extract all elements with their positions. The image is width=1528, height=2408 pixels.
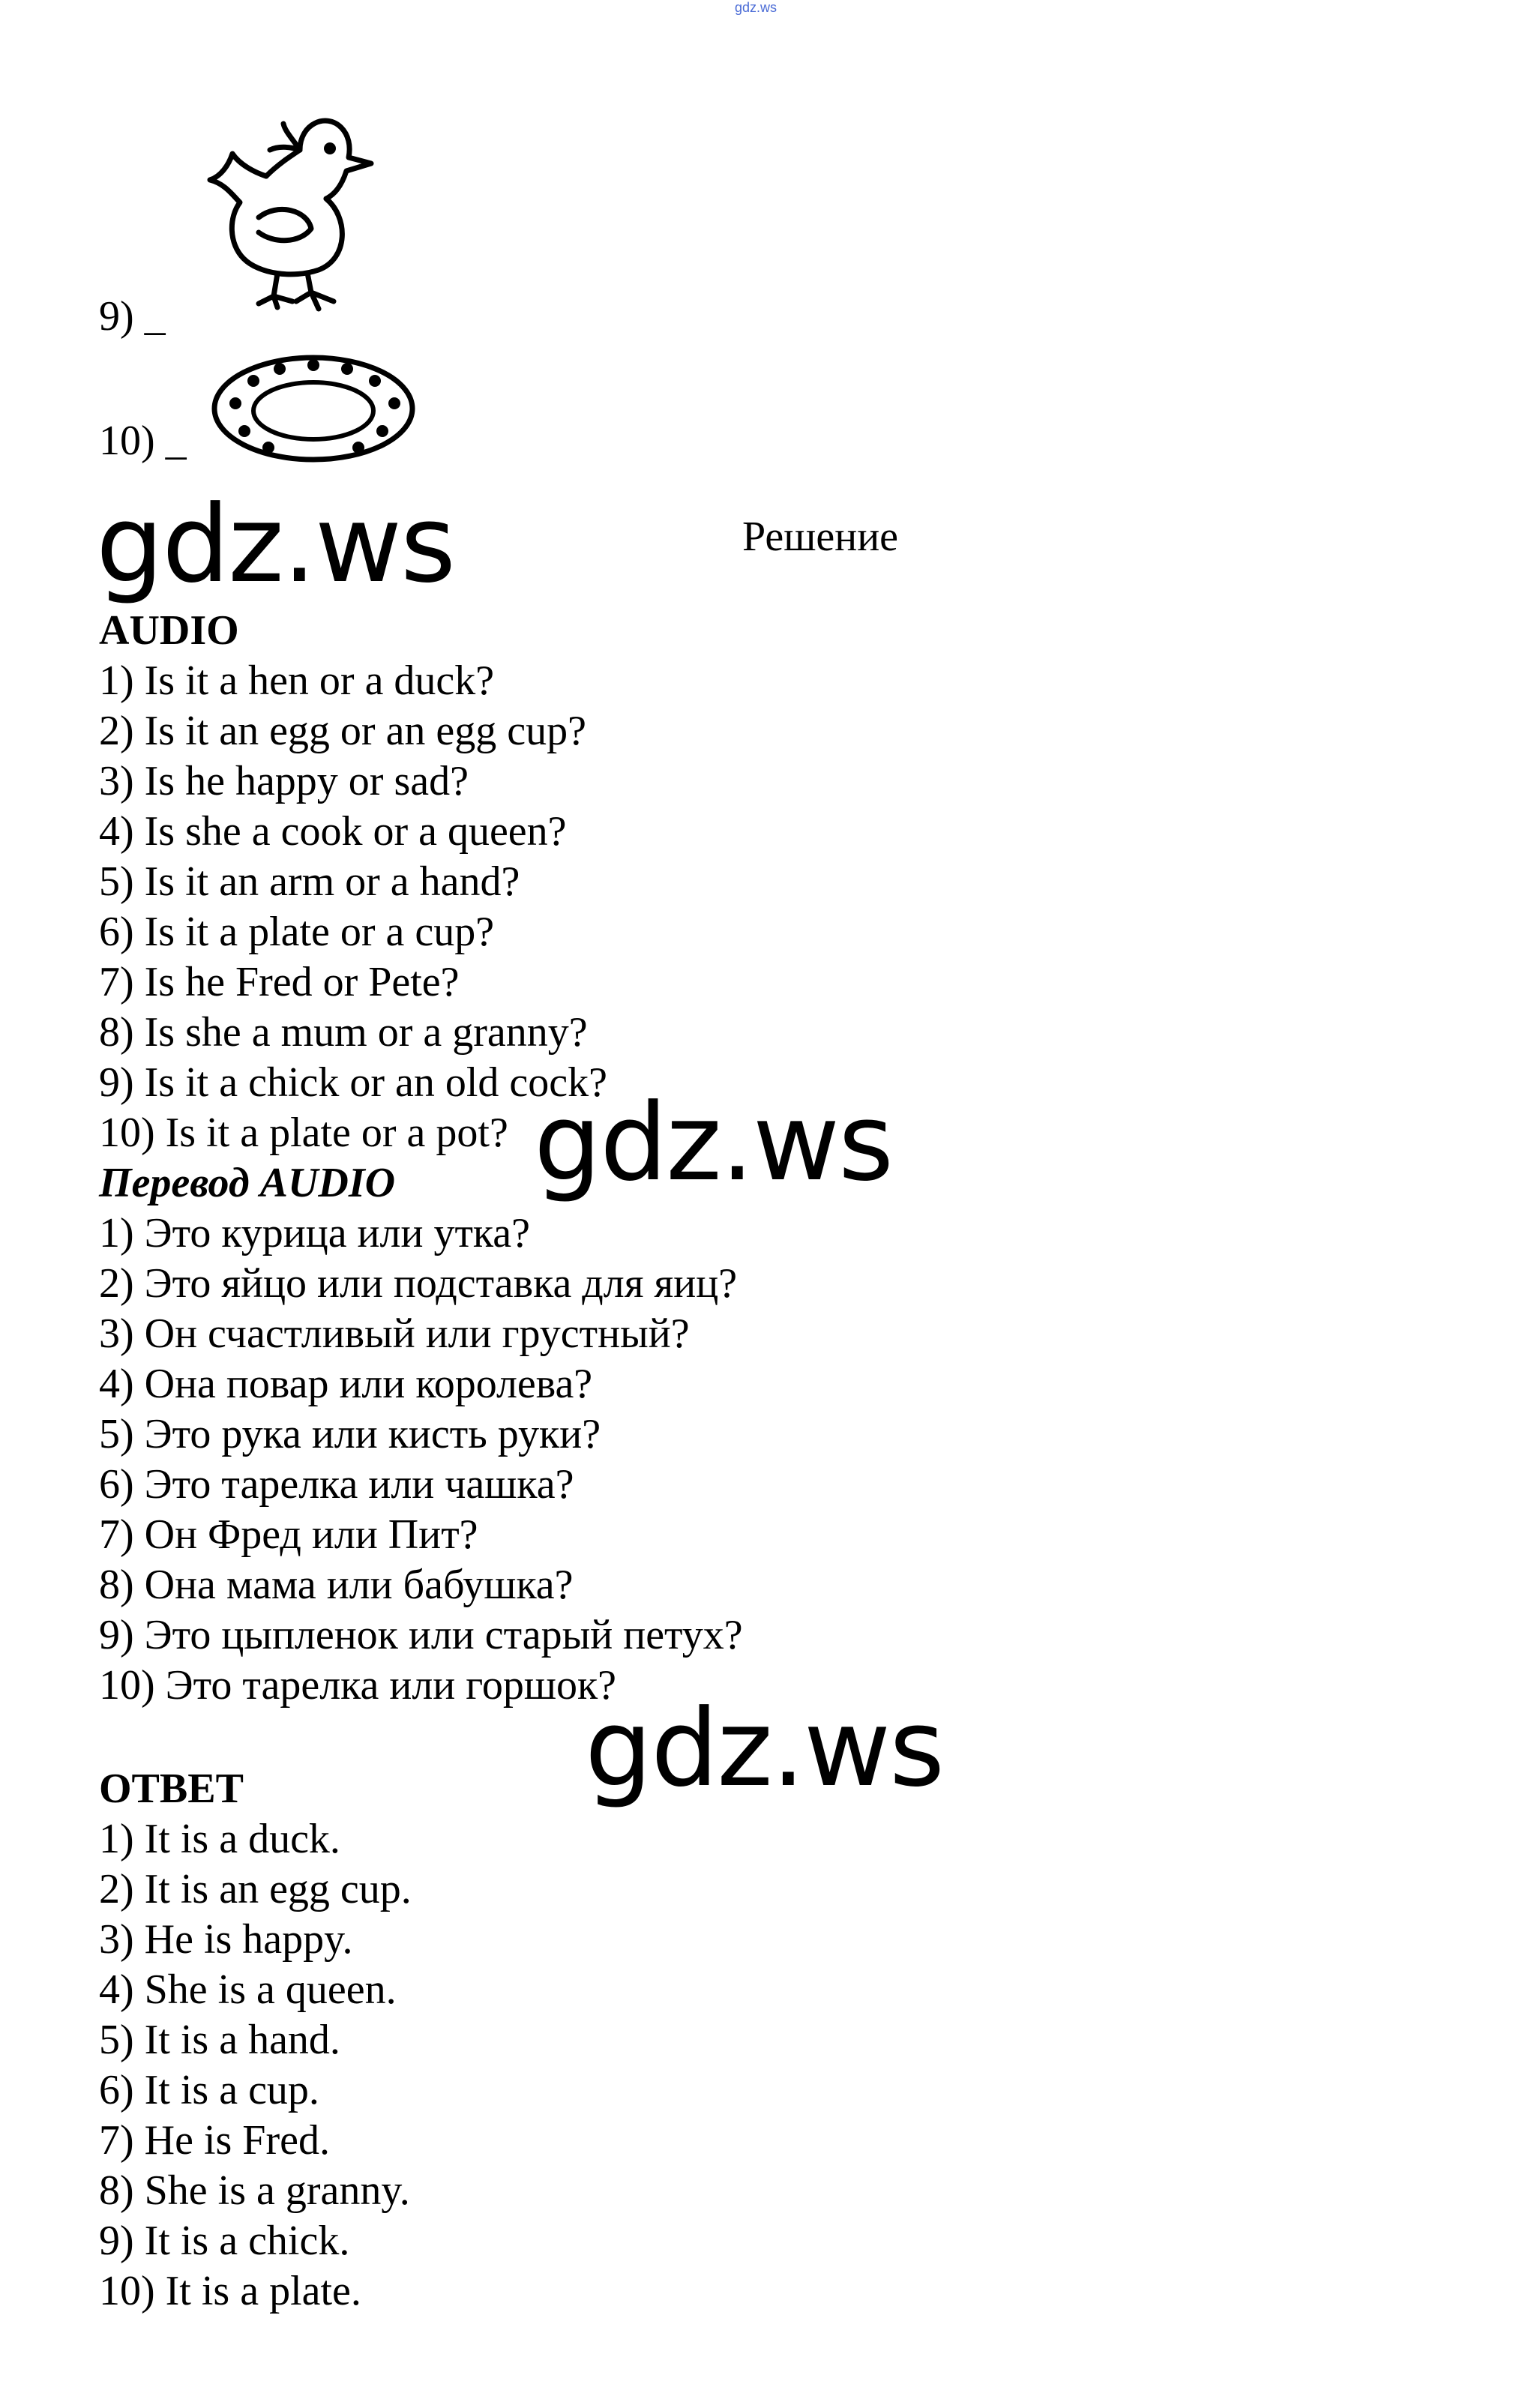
audio-heading: AUDIO	[99, 607, 239, 654]
watermark-1: gdz.ws	[96, 483, 455, 606]
translation-line: 8) Она мама или бабушка?	[99, 1562, 574, 1608]
solution-label: Решение	[742, 514, 899, 560]
answer-line: 6) It is a cup.	[99, 2067, 319, 2113]
audio-line: 2) Is it an egg or an egg cup?	[99, 708, 586, 754]
answer-line: 1) It is a duck.	[99, 1816, 340, 1862]
translation-line: 10) Это тарелка или горшок?	[99, 1662, 617, 1709]
audio-line: 3) Is he happy or sad?	[99, 758, 469, 804]
watermark-2: gdz.ws	[534, 1081, 893, 1205]
watermark-3: gdz.ws	[585, 1687, 944, 1810]
audio-section	[99, 606, 607, 1158]
answer-line: 10) It is a plate.	[99, 2268, 361, 2314]
answer-section	[99, 1764, 412, 2317]
answer-line: 3) He is happy.	[99, 1916, 353, 1963]
audio-line: 8) Is she a mum or a granny?	[99, 1009, 588, 1056]
audio-line: 9) Is it a chick or an old cock?	[99, 1059, 607, 1106]
answer-line: 9) It is a chick.	[99, 2218, 350, 2264]
audio-line: 1) Is it a hen or a duck?	[99, 657, 495, 704]
answer-line: 5) It is a hand.	[99, 2017, 340, 2063]
translation-line: 5) Это рука или кисть руки?	[99, 1411, 601, 1457]
chick-illustration	[187, 105, 390, 330]
blank-9: 9) _	[99, 293, 166, 340]
plate-illustration	[208, 352, 418, 465]
audio-line: 6) Is it a plate or a cup?	[99, 909, 495, 955]
answer-line: 7) He is Fred.	[99, 2117, 330, 2164]
answer-line: 4) She is a queen.	[99, 1966, 397, 2013]
answer-line: 8) She is a granny.	[99, 2167, 410, 2214]
translation-line: 1) Это курица или утка?	[99, 1210, 530, 1256]
translation-heading: Перевод AUDIO	[99, 1160, 396, 1206]
audio-line: 7) Is he Fred or Pete?	[99, 959, 460, 1005]
translation-line: 6) Это тарелка или чашка?	[99, 1461, 574, 1508]
translation-section	[99, 1158, 743, 1711]
translation-line: 9) Это цыпленок или старый петух?	[99, 1612, 743, 1658]
translation-line: 3) Он счастливый или грустный?	[99, 1310, 690, 1357]
translation-line: 2) Это яйцо или подставка для яиц?	[99, 1260, 738, 1307]
answer-line: 2) It is an egg cup.	[99, 1866, 412, 1912]
audio-line: 10) Is it a plate or a pot?	[99, 1110, 508, 1156]
translation-line: 4) Она повар или королева?	[99, 1361, 593, 1407]
audio-line: 4) Is she a cook or a queen?	[99, 808, 567, 855]
answer-heading: ОТВЕТ	[99, 1766, 244, 1812]
header-watermark: gdz.ws	[735, 0, 777, 15]
translation-line: 7) Он Фред или Пит?	[99, 1511, 478, 1558]
audio-line: 5) Is it an arm or a hand?	[99, 858, 520, 905]
blank-10: 10) _	[99, 418, 187, 464]
